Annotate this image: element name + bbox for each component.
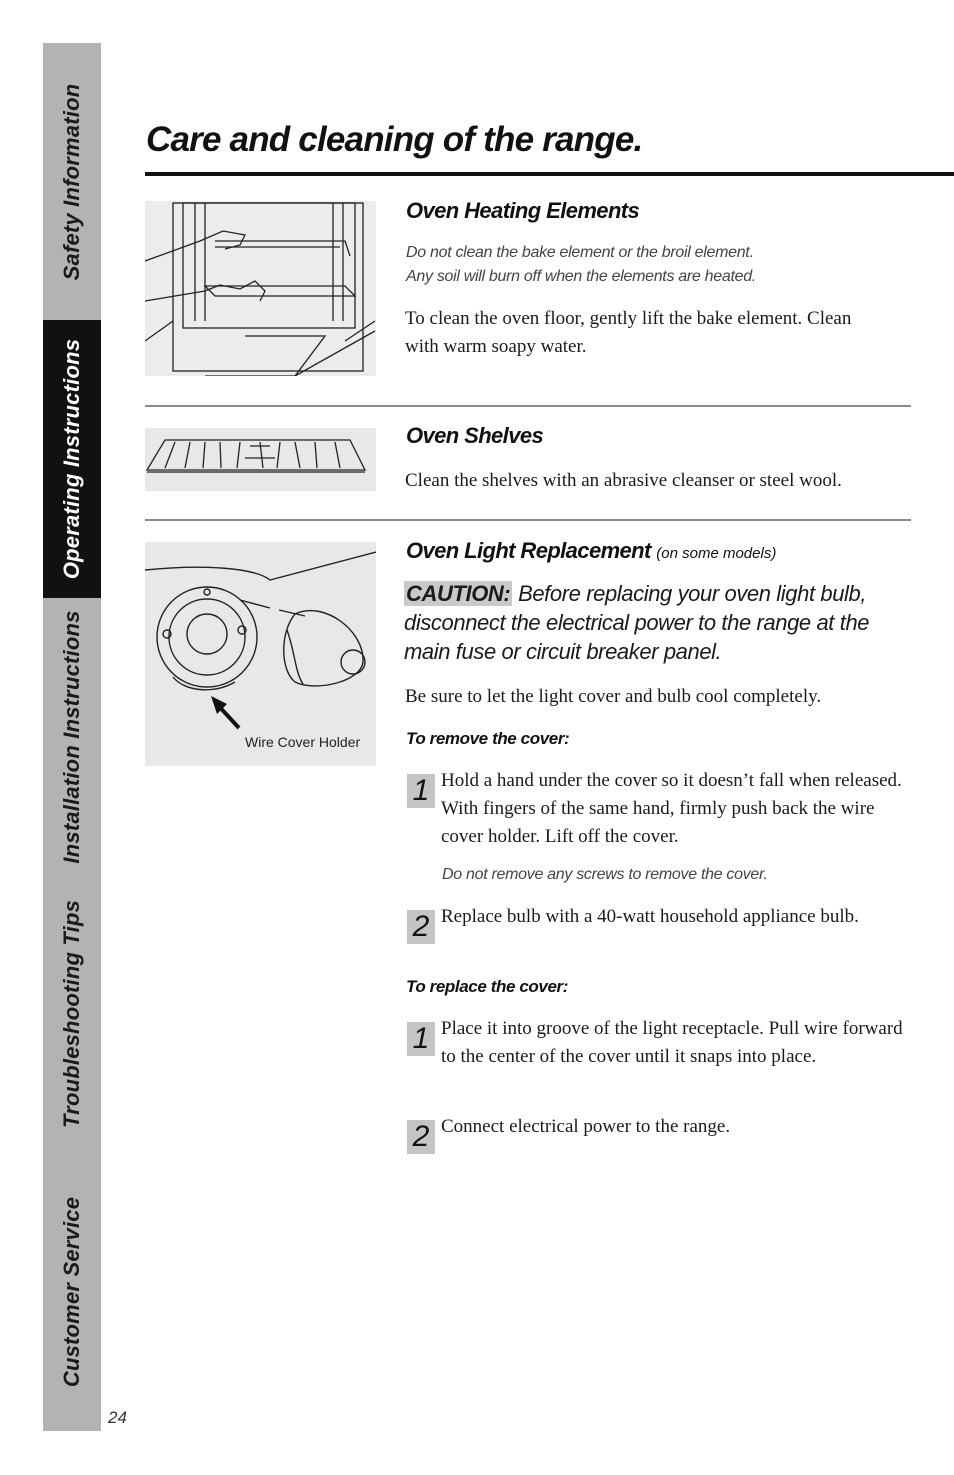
step-text: Replace bulb with a 40-watt household appliance bulb. [441,906,859,927]
heading-text: Oven Light Replacement [406,538,651,563]
heating-elements-body: To clean the oven floor, gently lift the bake element. Clean with warm soapy water. [405,308,852,357]
page-title: Care and cleaning of the range. [146,120,643,159]
remove-cover-heading: To remove the cover: [406,729,570,748]
remove-cover-note: Do not remove any screws to remove the cover. [442,866,768,883]
note-line: Any soil will burn off when the elements are heated. [406,268,756,285]
section-heading-light-replacement [406,538,776,564]
step-number: 2 [407,910,435,944]
tab-safety-information[interactable] [43,43,101,320]
sidebar-nav [43,43,101,1431]
caution-label: CAUTION: [406,581,511,606]
oven-shelf-illustration [145,428,376,491]
section-heading-heating-elements: Oven Heating Elements [406,198,640,223]
tab-label: Customer Service [59,1196,84,1388]
figure-label: Wire Cover Holder [245,734,361,750]
section-heading-shelves: Oven Shelves [406,423,544,448]
replace-cover-heading: To replace the cover: [406,977,568,996]
tab-label: Installation Instructions [59,609,84,864]
step-text: Connect electrical power to the range. [441,1116,731,1137]
step-number: 1 [407,1022,435,1056]
tab-customer-service[interactable] [43,1153,101,1431]
tab-operating-instructions[interactable] [43,320,101,598]
shelves-body: Clean the shelves with an abrasive cleanser or steel wool. [405,470,842,491]
step-text: Place it into groove of the light receptacle. Pull wire forward to the center of the cover until it snaps into place. [441,1018,903,1067]
heating-elements-note [406,241,756,289]
tab-troubleshooting-tips[interactable] [43,875,101,1153]
tab-installation-instructions[interactable] [43,598,101,875]
page-number: 24 [108,1408,127,1427]
step-number: 1 [407,774,435,808]
section-divider [145,519,911,521]
step-number: 2 [407,1120,435,1154]
tab-label: Safety Information [59,83,84,280]
caution-text: Before replacing your oven light bulb, disconnect the electrical power to the range at the main fuse or circuit breaker panel. [404,581,870,664]
note-line: Do not clean the bake element or the broil element. [406,244,754,261]
step-text: Hold a hand under the cover so it doesn’t fall when released. With fingers of the same hand, firmly push back the wire cover holder. Lift off the cover. [441,770,902,847]
title-rule [145,172,954,176]
section-divider [145,405,911,407]
oven-light-illustration [145,542,376,766]
tab-label: Operating Instructions [59,338,84,580]
tab-label: Troubleshooting Tips [59,899,84,1129]
oven-interior-illustration [145,201,376,376]
caution-notice [404,579,910,666]
light-intro: Be sure to let the light cover and bulb cool completely. [405,686,822,707]
heading-note: (on some models) [656,545,777,562]
